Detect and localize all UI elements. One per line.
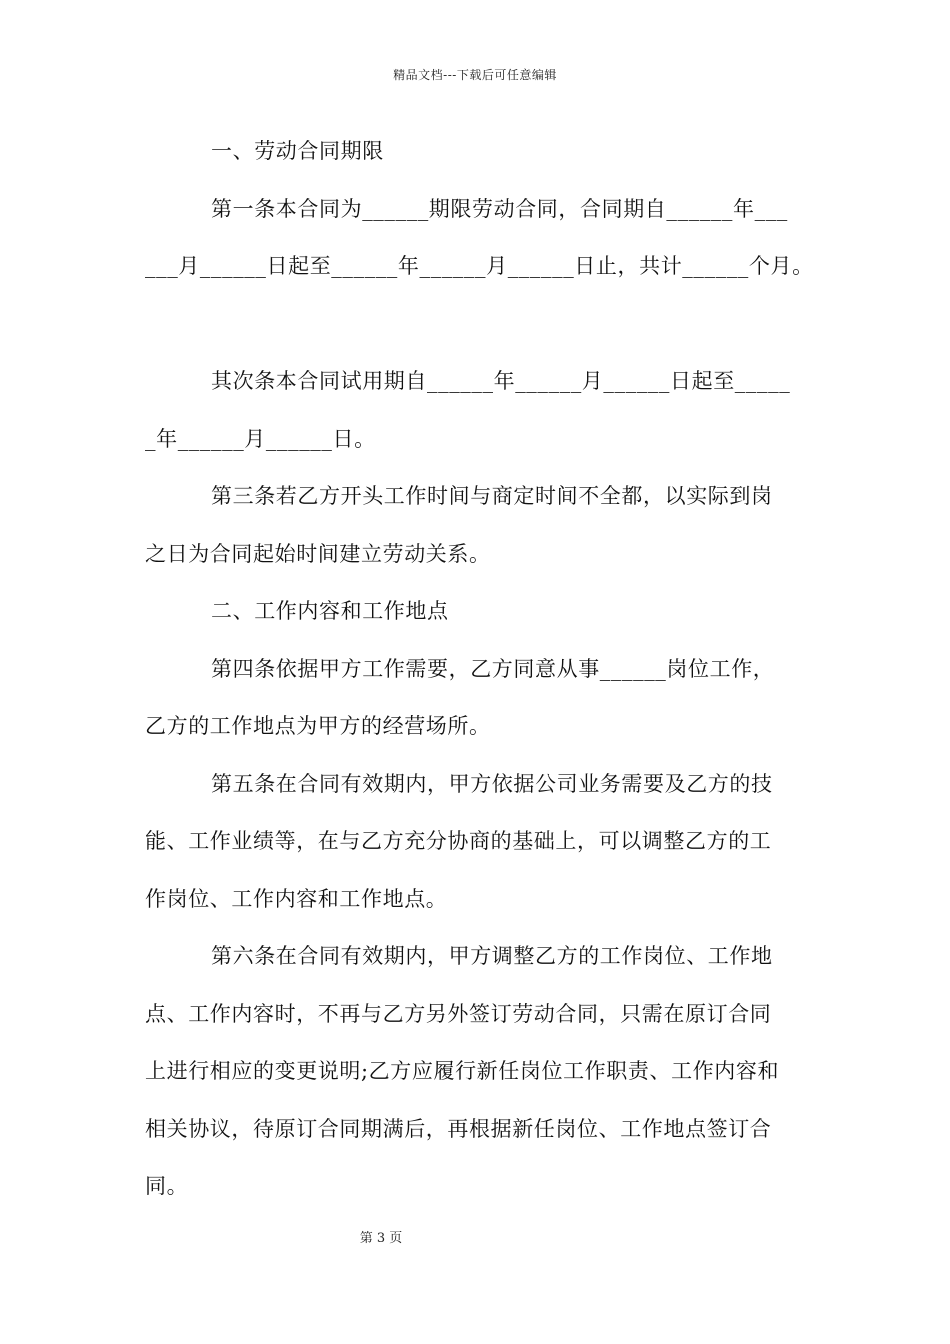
clause-1-line-2: ___月______日起至______年______月______日止，共计______个月。 [145,254,814,278]
clause-6-line-3: 上进行相应的变更说明;乙方应履行新任岗位工作职责、工作内容和 [145,1059,780,1083]
clause-5-line-1: 第五条在合同有效期内，甲方依据公司业务需要及乙方的技 [211,771,773,796]
clause-6-line-5: 同。 [145,1174,189,1198]
clause-5-line-3: 作岗位、工作内容和工作地点。 [145,886,448,911]
clause-3-line-1: 第三条若乙方开头工作时间与商定时间不全都，以实际到岗 [211,484,773,508]
section-heading-work-content: 二、工作内容和工作地点 [211,599,449,623]
clause-4-line-1: 第四条依据甲方工作需要，乙方同意从事______岗位工作， [211,656,775,681]
clause-5-line-2: 能、工作业绩等，在与乙方充分协商的基础上，可以调整乙方的工 [145,829,772,853]
clause-1-line-1: 第一条本合同为______期限劳动合同，合同期自______年___ [211,196,788,221]
document-body [145,123,814,1216]
clause-6-line-4: 相关协议，待原订合同期满后，再根据新任岗位、工作地点签订合 [145,1116,772,1141]
clause-3-line-2: 之日为合同起始时间建立劳动关系。 [145,541,491,566]
clause-4-line-2: 乙方的工作地点为甲方的经营场所。 [145,714,491,738]
clause-6-line-1: 第六条在合同有效期内，甲方调整乙方的工作岗位、工作地 [211,944,773,968]
clause-2-line-1: 其次条本合同试用期自______年______月______日起至_____ [211,369,791,393]
clause-6-line-2: 点、工作内容时，不再与乙方另外签订劳动合同，只需在原订合同 [145,1001,772,1026]
clause-2-line-2: _年______月______日。 [145,426,376,451]
page-number: 第 3 页 [359,1231,403,1246]
section-heading-contract-term: 一、劳动合同期限 [211,139,384,163]
paragraph-gap [145,296,810,354]
page-header: 精品文档---下载后可任意编辑 [393,68,557,82]
